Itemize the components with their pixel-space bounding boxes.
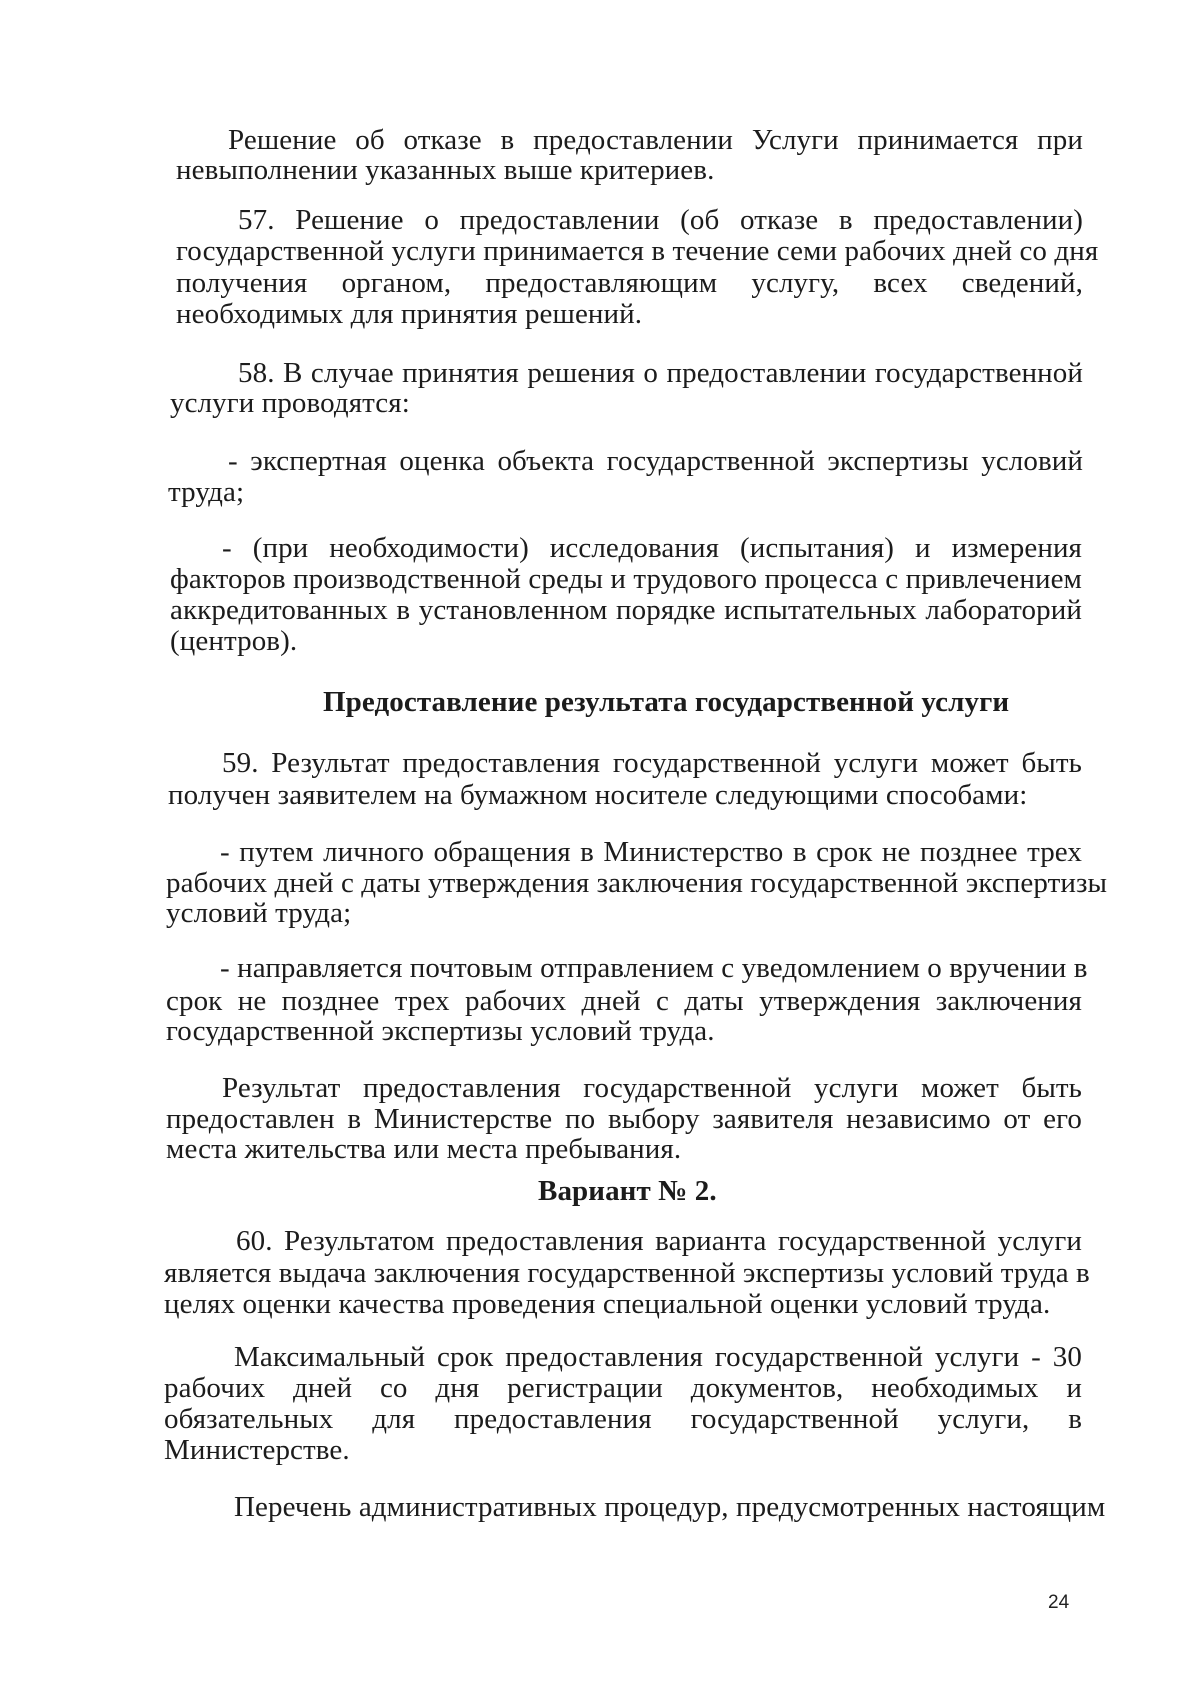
text-line: государственной услуги принимается в течение семи рабочих дней со дня (176, 235, 1099, 267)
text-line: 57. Решение о предоставлении (об отказе в предоставлении) (238, 204, 1083, 236)
text-line: Результат предоставления государственной услуги может быть (222, 1072, 1082, 1104)
text-line: Максимальный срок предоставления государственной услуги - 30 (234, 1341, 1082, 1373)
text-line: услуги проводятся: (170, 387, 410, 419)
text-line: получен заявителем на бумажном носителе следующими способами: (168, 779, 1028, 811)
text-line: условий труда; (166, 897, 352, 929)
text-line: невыполнении указанных выше критериев. (176, 154, 715, 186)
text-line: 58. В случае принятия решения о предоставлении государственной (238, 357, 1083, 389)
text-line: (центров). (170, 625, 298, 657)
text-line: факторов производственной среды и трудового процесса с привлечением (170, 563, 1082, 595)
text-line: труда; (168, 476, 245, 508)
text-line: - экспертная оценка объекта государственной экспертизы условий (228, 445, 1083, 477)
text-line: - (при необходимости) исследования (испытания) и измерения (222, 532, 1082, 564)
text-line: обязательных для предоставления государственной услуги, в (164, 1403, 1082, 1435)
text-line: получения органом, предоставляющим услугу, всех сведений, (176, 267, 1083, 299)
text-line: является выдача заключения государственной экспертизы условий труда в (164, 1257, 1090, 1289)
text-line: Перечень административных процедур, предусмотренных настоящим (234, 1491, 1106, 1523)
text-line: аккредитованных в установленном порядке испытательных лабораторий (170, 594, 1082, 626)
text-line: предоставлен в Министерстве по выбору заявителя независимо от его (166, 1103, 1082, 1135)
text-line: 59. Результат предоставления государственной услуги может быть (222, 747, 1082, 779)
text-line: государственной экспертизы условий труда. (166, 1015, 715, 1047)
section-heading: Предоставление результата государственной услуги (323, 686, 1010, 718)
page-number: 24 (1048, 1592, 1070, 1613)
text-line: Министерстве. (164, 1434, 350, 1466)
text-line: срок не позднее трех рабочих дней с даты утверждения заключения (166, 985, 1082, 1017)
text-line: рабочих дней с даты утверждения заключения государственной экспертизы (166, 867, 1108, 899)
text-line: места жительства или места пребывания. (166, 1133, 682, 1165)
text-line: необходимых для принятия решений. (176, 298, 643, 330)
text-line: 60. Результатом предоставления варианта государственной услуги (236, 1225, 1082, 1257)
text-line: рабочих дней со дня регистрации документов, необходимых и (164, 1372, 1082, 1404)
text-line: целях оценки качества проведения специальной оценки условий труда. (164, 1288, 1051, 1320)
text-line: Решение об отказе в предоставлении Услуги принимается при (228, 124, 1083, 156)
text-line: - направляется почтовым отправлением с уведомлением о вручении в (220, 952, 1088, 984)
variant-heading: Вариант № 2. (538, 1175, 717, 1207)
text-line: - путем личного обращения в Министерство в срок не позднее трех (220, 836, 1082, 868)
